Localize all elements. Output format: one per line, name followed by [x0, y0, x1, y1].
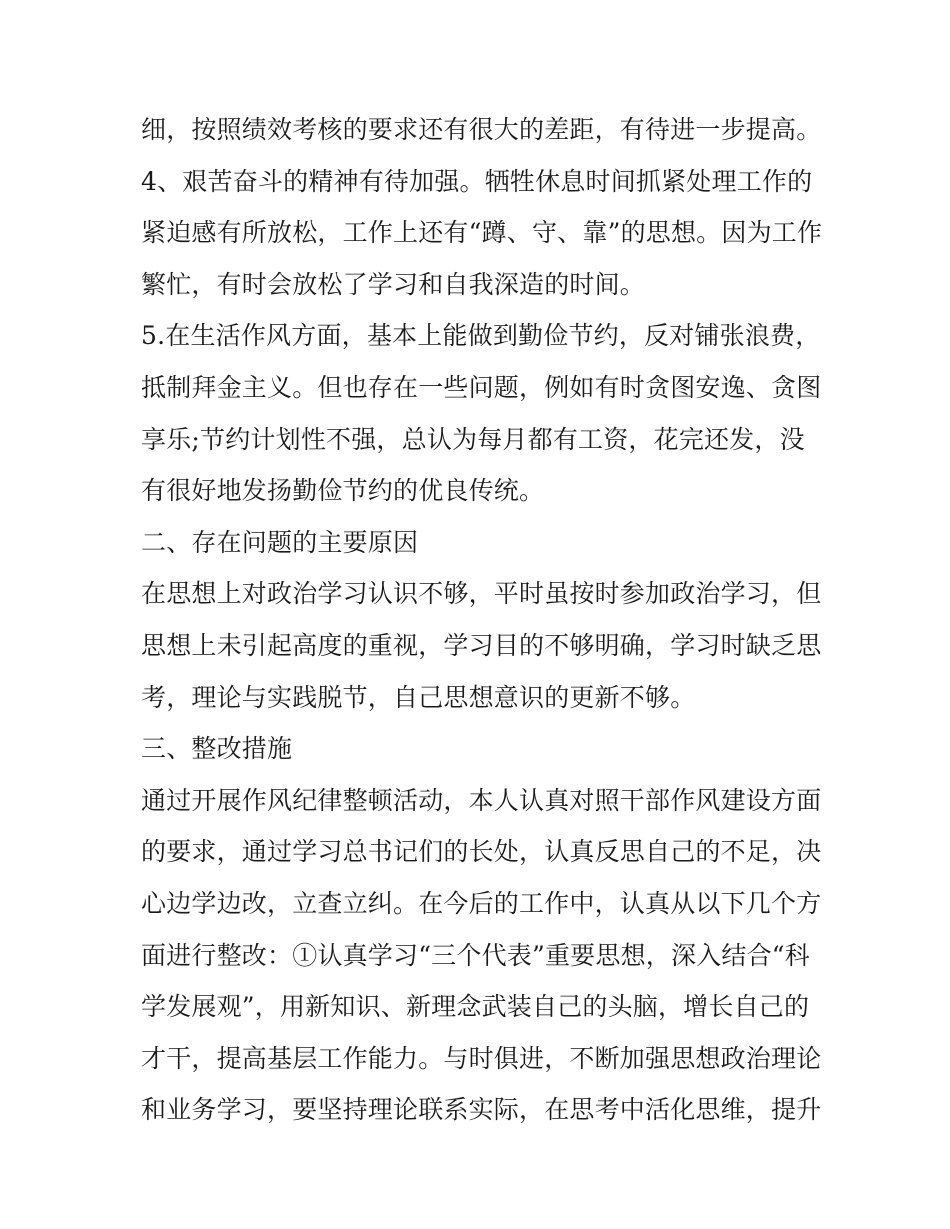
body-text: [141, 104, 821, 1136]
text-line: 思想上未引起高度的重视，学习目的不够明确，学习时缺乏思: [141, 630, 822, 660]
text-line: 的要求，通过学习总书记们的长处，认真反思自己的不足，决: [141, 837, 822, 867]
text-line: 享乐;节约计划性不强，总认为每月都有工资，花完还发，没: [141, 424, 805, 454]
text-line: 考，理论与实践脱节，自己思想意识的更新不够。: [141, 682, 696, 712]
text-line: 细，按照绩效考核的要求还有很大的差距，有待进一步提高。: [141, 115, 822, 144]
text-line: 繁忙，有时会放松了学习和自我深造的时间。: [141, 269, 646, 299]
text-line: 和业务学习，要坚持理论联系实际，在思考中活化思维，提升: [141, 1095, 822, 1125]
text-line: 才干，提高基层工作能力。与时俱进，不断加强思想政治理论: [141, 1043, 822, 1073]
text-line: 5.在生活作风方面，基本上能做到勤俭节约，反对铺张浪费，: [141, 321, 821, 351]
text-line: 通过开展作风纪律整顿活动，本人认真对照干部作风建设方面: [141, 785, 822, 815]
text-line: 面进行整改：①认真学习“三个代表”重要思想，深入结合“科: [141, 940, 810, 970]
text-line: 学发展观”，用新知识、新理念武装自己的头脑，增长自己的: [141, 992, 810, 1022]
text-line: 有很好地发扬勤俭节约的优良传统。: [141, 476, 545, 506]
text-line: 紧迫感有所放松，工作上还有“蹲、守、靠”的思想。因为工作: [141, 218, 823, 248]
section-heading-measures: 三、整改措施: [141, 734, 293, 764]
text-line: 抵制拜金主义。但也存在一些问题，例如有时贪图安逸、贪图: [141, 372, 822, 402]
text-line: 心边学边改，立查立纠。在今后的工作中，认真从以下几个方: [141, 888, 822, 918]
text-line: 在思想上对政治学习认识不够，平时虽按时参加政治学习，但: [141, 579, 822, 609]
section-heading-causes: 二、存在问题的主要原因: [141, 527, 419, 557]
text-line: 4、艰苦奋斗的精神有待加强。牺牲休息时间抓紧处理工作的: [141, 166, 813, 196]
